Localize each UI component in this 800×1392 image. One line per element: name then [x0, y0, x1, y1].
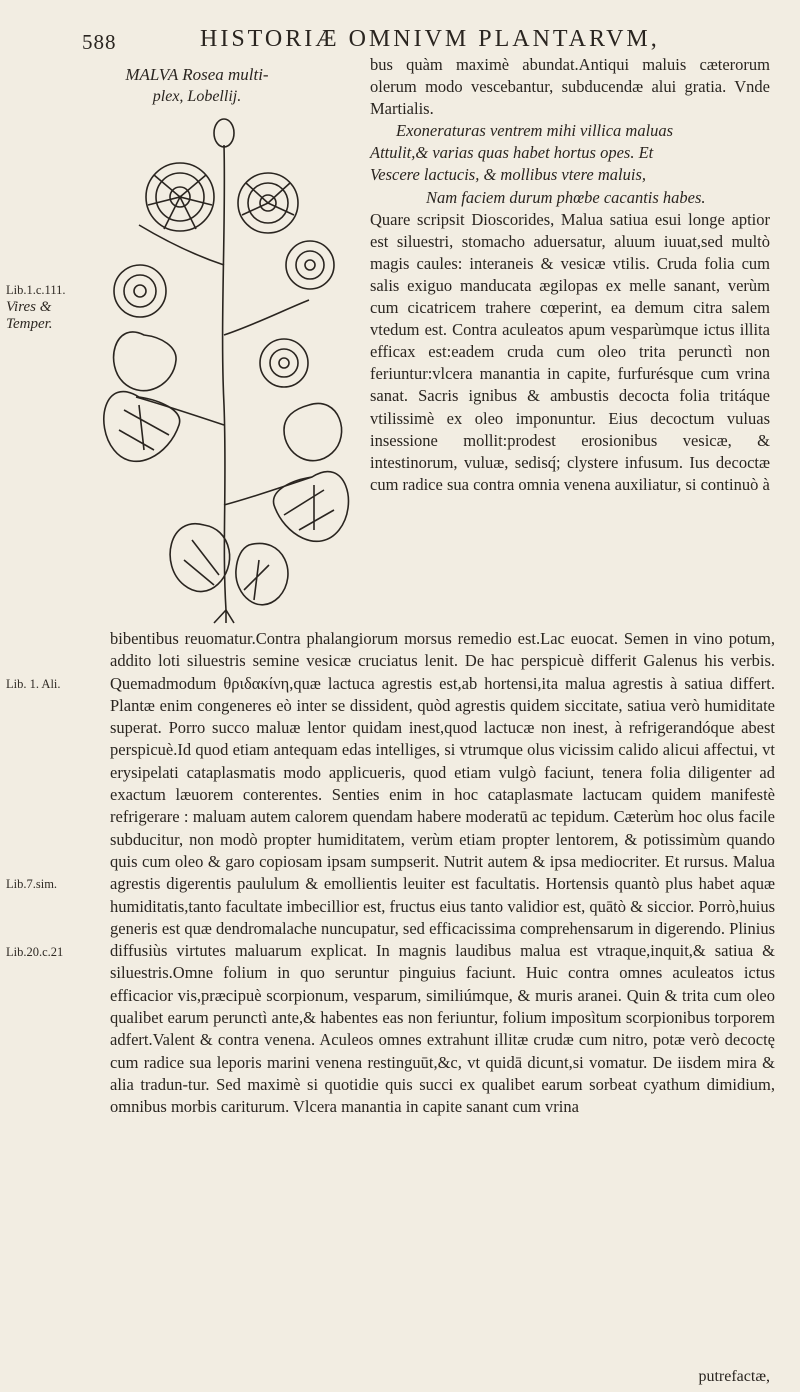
margin-note-sim: Lib.7.sim.	[6, 877, 58, 891]
margin-note-ref: Lib.1.c.111.	[6, 283, 66, 297]
column-body: Quare scripsit Dioscorides, Malua satiua esui longe aptior est siluestri, stomacho aduersatur, aluum iuuat,sed multò magis caules: interaneis & vesicæ vtilis. Cruda folia cum salis exiguo manducata ægilopas ex melle sanant, verùm cum cicatricem trahere cœperint, ea demum citra salem vtedum est. Contra aculeatos apum vesparùmque ictus illita efficax est:eadem cruda cum oleo trita perunctì non feriuntur:vlcera manantia in capite, furfurésque cum vrina sanat. Sacris ignibus & ambustis decocta folia tritáque vtilissimè ex oleo imponuntur. Eius decoctum vuluas insessione mollit:prodest erosionibus vesicæ, & intestinorum, vuluæ, sedisq́; clystere infusum. Ius decoctæ cum radice sua contra omnia venena auxiliatur, si continuò à	[370, 209, 770, 494]
page-number: 588	[82, 30, 117, 54]
margin-note-vires	[6, 282, 65, 333]
malva-plant-woodcut	[84, 105, 364, 625]
margin-note-title-a: Vires &	[6, 299, 52, 315]
flower	[146, 163, 214, 231]
figure-caption-line1: MALVA Rosea multi-	[125, 65, 269, 84]
right-column-text	[370, 54, 770, 496]
figure-caption	[112, 64, 282, 108]
verse-line-3: Vescere lactucis, & mollibus vtere maluis,	[370, 165, 647, 185]
running-head: HISTORIÆ OMNIVM PLANTARVM,	[200, 26, 660, 52]
margin-note-ali: Lib. 1. Ali.	[6, 677, 61, 691]
figure-caption-line2: plex, Lobellij.	[152, 88, 242, 105]
full-width-text	[110, 628, 775, 1119]
verse-line-2: Attulit,& varias quas habet hortus opes. Et	[370, 143, 654, 163]
verse-line-1: Exoneraturas ventrem mihi villica maluas	[396, 121, 674, 141]
margin-note-title-b: Temper.	[6, 316, 53, 332]
catchword: putrefactæ,	[698, 1368, 770, 1385]
body-paragraph: bibentibus reuomatur.Contra phalangiorum morsus remedio est.Lac euocat. Semen in vino potum, addito loti siluestris semine vesicæ cruciatus lenit. De hac perspicuè differit Galenus his verbis. Quemadmodum θριδακίνη,quæ lactuca agrestis est,ab hortensi,ita malua agrestis à satiua differt. Plantæ enim congeneres eò inter se dissident, quòd agrestis quidem siccitate, satiua verò humiditate superat. Porro succo maluæ lentor quidam inest,quod lactucæ non inest, à refrigerandóque abest perspicuè.Id quod etiam antequam edas intelliges, si vtrumque olus vicissim calido alicui affectui, vt erysipelati cataplasmatis modo applicueris, quod etiam vulgò faciunt, tenera folia diligenter ad exactum læuorem conterentes. Senties enim in hoc cataplasmate lactucam quidem manifestè refrigerare : maluam autem calorem quendam habere moderatū ac tepidum. Cæterùm hoc olus facile subducitur, non modò propter humiditatem, verùm etiam propter lentorem, & potissimùm quando quis cum oleo & garo copiosam ipsam sumpserit. Nutrit autem & ipsa mediocriter. Et rursus. Malua agrestis digerentis paululum & emollientis leuiter est facultatis. Hortensis quantò plus habet aquæ humiditatis,tanto facultate imbecillior est, fructus eius tanto validior est, quātò & siccior. Porrò,huius generis est quæ dendromalache nuncupatur, sed efficacissima comprehensarum in digerendo. Plinius diffusiùs virtutes maluarum explicat. In magnis laudibus malua est vtraque,inquit,& satiua & siluestris.Omne folium in quo seruntur pinguius faciunt. Huic contra omnes aculeatos ictus efficacior vis,præcipuè scorpionum, vesparum, similiúmque, & muris aranei. Quin & trita cum oleo qualibet earum perunctì ante,& habentes eas non feriuntur, folium imposìtum scorpionibus torporem adfert.Valent & contra venena. Aculeos omnes extrahunt illitæ crudæ cum nitro, potæ verò decoctę cum radice sua leporis marini venena restinguūt,&c, vt quidā dicunt,si vomatur. De iisdem mira & alia tradun-tur. Sed maximè si quotidie quis succi ex qualibet earum sorbeat cyathum dimidium, omnibus morbis cariturum. Vlcera manantia in capite sanant cum vrina	[110, 629, 775, 1117]
column-intro: bus quàm maximè abundat.Antiqui maluis cæterorum olerum modo vescebantur, subducendæ alui gratia. Vnde Martialis.	[370, 55, 770, 119]
verse-line-4: Nam faciem durum phœbe cacantis habes.	[426, 187, 706, 207]
margin-note-plinius: Lib.20.c.21	[6, 945, 64, 959]
